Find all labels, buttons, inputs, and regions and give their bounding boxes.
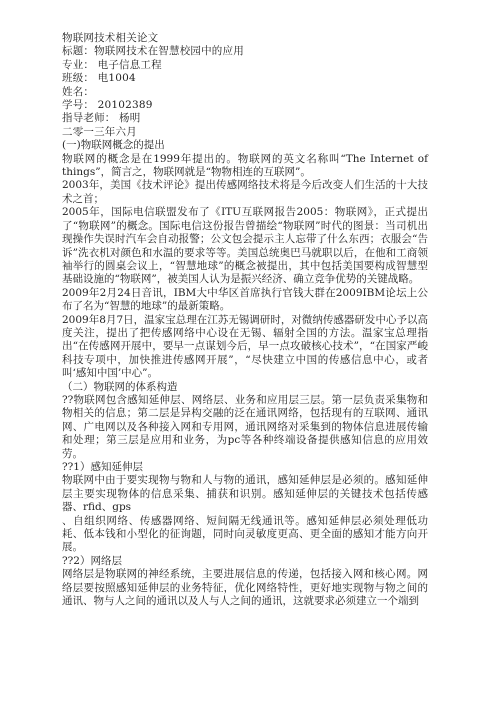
paragraph: 2005年，国际电信联盟发布了《ITU互联网报告2005：物联网》，正式提出了“物联网”的概念。国际电信这份报告曾描绘“物联网”时代的图景：当司机出现操作失误时汽车会自动报警；公文包会提示主人忘带了什么东西；衣服会“告诉”洗衣机对颜色和水温的要求等等。美国总统奥巴马就职以后，在他和工商领袖举行的圆桌会议上，“智慧地球”的概念被提出，其中包括美国要构成智慧型基础设施的“物联网”，被美国人认为是振兴经济、确立竞争优势的关键战略。 [62,206,428,286]
section-perception-layer [62,461,428,555]
cover-info [62,32,428,139]
section-title: (一)物联网概念的提出 [62,139,165,152]
paragraph: 2009年8月7日，温家宝总理在江苏无锡调研时，对微纳传感器研发中心予以高度关注，提出了把传感网络中心设在无锡、辐射全国的方法。温家宝总理指出“在传感网开展中，要早一点谋划今后，早一点攻破核心技术”，“在国家严峻科技专项中，加快推进传感网开展”，“尽快建立中国的传感信息中心，或者叫‘感知中国’中心”。 [62,313,428,380]
paragraph: 物联网中由于要实现物与物和人与物的通讯，感知延伸层是必须的。感知延伸层主要实现物体的信息采集、捕获和识别。感知延伸层的关键技术包括传感器、rfid、gps [62,474,428,514]
paragraph: 网络层是物联网的神经系统，主要进展信息的传递，包括接入网和核心网。网络层要按照感知延伸层的业务特征，优化网络特性，更好地实现物与物之间的通讯、物与人之间的通讯以及人与人之间的通讯，这就要求必须建立一个端到 [62,568,428,608]
major-line: 专业： 电子信息工程 [62,58,162,71]
paragraph: 2009年2月24日音讯，IBM大中华区首席执行官钱大群在2009IBM论坛上公布了名为“智慧的地球”的最新策略。 [62,286,428,313]
paragraph: ??物联网包含感知延伸层、网络层、业务和应用层三层。第一层负责采集物和物相关的信息；第二层是异构交融的泛在通讯网络，包括现有的互联网、通讯网、广电网以及各种接入网和专用网，通讯网络对采集到的物体信息进展传输和处理；第三层是应用和业务，为pc等各种终端设备提供感知信息的应用效劳。 [62,393,428,460]
title-line: 标题：物联网技术在智慧校园中的应用 [62,45,244,58]
paragraph: 、自组织网络、传感器网络、短间隔无线通讯等。感知延伸层必须处理低功耗、低本钱和小型化的征询题，同时向灵敏度更高、更全面的感知才能方向开展。 [62,514,428,554]
date-line: 二零一三年六月 [62,125,137,138]
name-line: 姓名： [62,85,95,98]
paragraph: 物联网的概念是在1999年提出的。物联网的英文名称叫“The Internet of things”，简言之，物联网就是“物物相连的互联网”。 [62,152,428,179]
section-title: （二）物联网的体系构造 [62,380,178,393]
section-title: ??1）感知延伸层 [62,461,143,473]
paragraph: 2003年，美国《技术评论》提出传感网络技术将是今后改变人们生活的十大技术之首； [62,179,428,205]
section-architecture [62,381,428,461]
student-id-line: 学号： 20102389 [62,99,153,112]
doc-heading: 物联网技术相关论文 [62,32,159,44]
section-network-layer [62,555,428,609]
advisor-line: 指导老师： 杨明 [62,112,141,125]
section-concept [62,139,428,380]
class-line: 班级： 电1004 [62,72,136,85]
section-title: ??2）网络层 [62,554,122,567]
